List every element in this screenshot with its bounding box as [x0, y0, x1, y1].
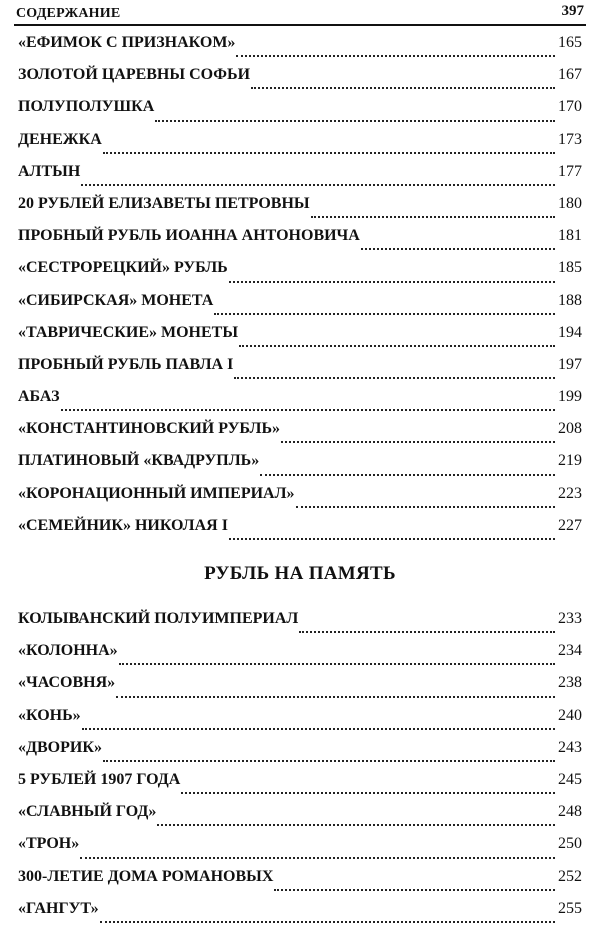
toc-entry-label: АБАЗ: [18, 388, 60, 406]
toc-entry-page: 185: [558, 259, 582, 277]
toc-entry: [18, 131, 582, 163]
toc-entry: [18, 356, 582, 388]
toc-entry-label: «КОНСТАНТИНОВСКИЙ РУБЛЬ»: [18, 420, 281, 438]
toc-entry-page: 170: [558, 98, 582, 116]
toc-entry: [18, 66, 582, 98]
toc-entry-label: 20 РУБЛЕЙ ЕЛИЗАВЕТЫ ПЕТРОВНЫ: [18, 194, 310, 212]
toc-entry-label: «СИБИРСКАЯ» МОНЕТА: [18, 291, 214, 309]
dot-leader: [155, 120, 555, 122]
toc-entry-page: 165: [558, 34, 582, 51]
toc-entry-label: «ЕФИМОК С ПРИЗНАКОМ»: [18, 34, 236, 51]
toc-entry-page: 238: [558, 674, 582, 692]
toc-entry-page: 188: [558, 291, 582, 309]
dot-leader: [260, 474, 555, 476]
dot-leader: [361, 248, 555, 250]
toc-entry-page: 223: [558, 484, 582, 502]
toc-entry: [18, 835, 582, 867]
dot-leader: [229, 538, 555, 540]
toc-entry-label: «СЛАВНЫЙ ГОД»: [18, 803, 157, 821]
dot-leader: [82, 728, 555, 730]
dot-leader: [81, 184, 555, 186]
toc-entry: [18, 517, 582, 549]
dot-leader: [157, 824, 555, 826]
toc-entry-label: ПРОБНЫЙ РУБЛЬ ИОАННА АНТОНОВИЧА: [18, 227, 360, 245]
toc-entry-label: «КОРОНАЦИОННЫЙ ИМПЕРИАЛ»: [18, 484, 295, 502]
toc-entry-page: 250: [558, 835, 582, 853]
dot-leader: [119, 663, 555, 665]
toc-entry: [18, 900, 582, 932]
toc-entry-label: ПЛАТИНОВЫЙ «КВАДРУПЛЬ»: [18, 452, 260, 470]
dot-leader: [116, 696, 555, 698]
toc-entry: [18, 739, 582, 771]
toc-entry: [18, 707, 582, 739]
toc-entry: [18, 610, 582, 642]
toc-entry-page: 233: [558, 610, 582, 627]
dot-leader: [274, 889, 555, 891]
toc-entry: [18, 259, 582, 291]
dot-leader: [103, 760, 555, 762]
toc-entry-page: 227: [558, 516, 582, 534]
dot-leader: [181, 792, 555, 794]
toc-entry: [18, 420, 582, 452]
toc-entry-label: «КОЛОННА»: [18, 642, 118, 660]
toc-entry-page: 173: [558, 130, 582, 148]
toc-entry: [18, 642, 582, 674]
toc-entry-page: 194: [558, 323, 582, 341]
section-heading: РУБЛЬ НА ПАМЯТЬ: [204, 563, 396, 584]
dot-leader: [236, 55, 555, 57]
toc-entry-page: 252: [558, 867, 582, 885]
toc-entry-page: 219: [558, 452, 582, 470]
toc-entry: [18, 98, 582, 130]
toc-list: [18, 34, 582, 613]
toc-entry: [18, 292, 582, 324]
toc-entry: [18, 452, 582, 484]
dot-leader: [100, 921, 555, 923]
toc-entry-label: ПОЛУПОЛУШКА: [18, 98, 155, 116]
dot-leader: [299, 631, 555, 633]
toc-entry-label: ДЕНЕЖКА: [18, 130, 102, 148]
toc-entry: [18, 771, 582, 803]
toc-entry-page: 180: [558, 194, 582, 212]
page-header: [14, 2, 586, 26]
toc-entry-label: «ТАВРИЧЕСКИЕ» МОНЕТЫ: [18, 323, 239, 341]
toc-entry-page: 197: [558, 355, 582, 373]
toc-entry-page: 243: [558, 738, 582, 756]
toc-entry-page: 167: [558, 66, 582, 84]
toc-entry: [18, 388, 582, 420]
toc-entry-label: «СЕСТРОРЕЦКИЙ» РУБЛЬ: [18, 259, 228, 277]
toc-entry-label: КОЛЫВАНСКИЙ ПОЛУИМПЕРИАЛ: [18, 610, 299, 627]
toc-entry-page: 208: [558, 420, 582, 438]
toc-entry-label: «ДВОРИК»: [18, 738, 102, 756]
toc-entry-label: «КОНЬ»: [18, 706, 81, 724]
toc-entry: [18, 195, 582, 227]
toc-entry-page: 199: [558, 388, 582, 406]
toc-entry-label: ПРОБНЫЙ РУБЛЬ ПАВЛА I: [18, 355, 234, 373]
dot-leader: [103, 152, 555, 154]
toc-entry-label: «ЧАСОВНЯ»: [18, 674, 116, 692]
toc-entry-label: «ГАНГУТ»: [18, 899, 99, 917]
dot-leader: [281, 441, 555, 443]
dot-leader: [229, 281, 555, 283]
toc-entry: [18, 485, 582, 517]
toc-entry: [18, 324, 582, 356]
toc-entry-page: 234: [558, 642, 582, 660]
toc-entry-page: 245: [558, 770, 582, 788]
dot-leader: [296, 506, 555, 508]
toc-entry: [18, 803, 582, 835]
toc-entry-label: ЗОЛОТОЙ ЦАРЕВНЫ СОФЬИ: [18, 66, 251, 84]
toc-entry-page: 240: [558, 706, 582, 724]
toc-entry: [18, 227, 582, 259]
toc-entry-page: 255: [558, 899, 582, 917]
toc-entry-label: 5 РУБЛЕЙ 1907 ГОДА: [18, 770, 181, 788]
toc-entry-label: 300-ЛЕТИЕ ДОМА РОМАНОВЫХ: [18, 867, 274, 885]
toc-entry: [18, 34, 582, 66]
dot-leader: [239, 345, 555, 347]
toc-entry: [18, 163, 582, 195]
section-toc-list: [18, 610, 582, 932]
toc-entry-page: 177: [558, 162, 582, 180]
toc-entry-page: 181: [558, 227, 582, 245]
toc-entry: [18, 674, 582, 706]
toc-entry-page: 248: [558, 803, 582, 821]
toc-entry: [18, 868, 582, 900]
dot-leader: [234, 377, 555, 379]
toc-entry-label: «СЕМЕЙНИК» НИКОЛАЯ I: [18, 516, 228, 534]
dot-leader: [311, 216, 555, 218]
dot-leader: [214, 313, 555, 315]
toc-entry-label: АЛТЫН: [18, 162, 81, 180]
dot-leader: [61, 409, 555, 411]
toc-entry-label: «ТРОН»: [18, 835, 80, 853]
running-title: СОДЕРЖАНИЕ: [16, 6, 121, 21]
dot-leader: [251, 87, 555, 89]
page-number: 397: [561, 3, 584, 19]
dot-leader: [80, 857, 555, 859]
